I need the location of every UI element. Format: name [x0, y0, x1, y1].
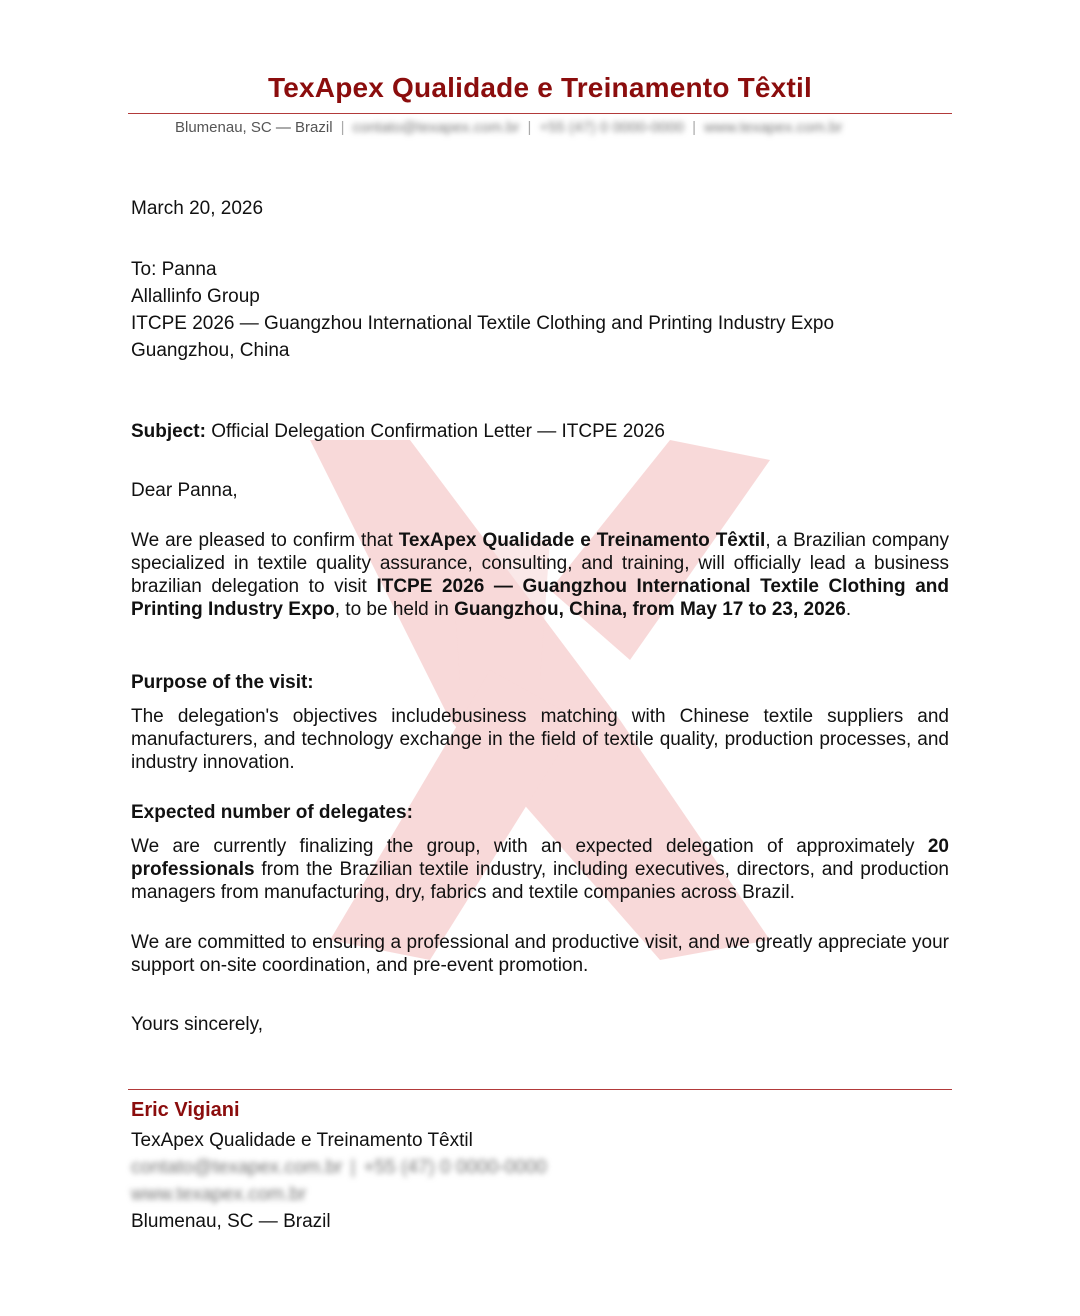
delegates-text: from the Brazilian textile industry, including executives, directors, and production managers from manufacturing, dry, fabrics and textile companies across Brazil.	[131, 859, 949, 903]
greeting: Dear Panna,	[131, 480, 238, 501]
subject-label: Subject:	[131, 421, 206, 442]
separator: |	[527, 119, 532, 136]
recipient-city: Guangzhou, China	[131, 340, 290, 361]
intro-text: .	[845, 599, 852, 620]
recipient-to: To: Panna	[131, 259, 217, 280]
intro-text: We are pleased to confirm that	[131, 530, 399, 551]
separator: |	[340, 119, 345, 136]
subject-line	[131, 420, 949, 443]
separator: |	[692, 119, 696, 136]
signature-website: www.texapex.com.br	[131, 1184, 307, 1205]
intro-place-dates: Guangzhou, China, from May 17 to 23, 2026	[454, 599, 846, 620]
signature-email: contato@texapex.com.br	[131, 1157, 343, 1178]
letterhead-website: www.texapex.com.br	[703, 119, 843, 136]
signature-location: Blumenau, SC — Brazil	[131, 1211, 331, 1232]
recipient-block	[131, 256, 949, 364]
closing: Yours sincerely,	[131, 1014, 264, 1035]
delegates-paragraph	[131, 835, 949, 904]
intro-text: , a Brazilian company specialized in textile quality assurance, consulting, and training, will officially lead a business brazilian delegation to visit	[131, 530, 949, 597]
purpose-paragraph: The delegation's objectives includebusiness matching with Chinese textile suppliers and manufacturers, and technology exchange in the field of textile quality, production processes, and industry innovation.	[131, 706, 949, 773]
subject-text: Official Delegation Confirmation Letter — ITCPE 2026	[205, 421, 665, 442]
separator: |	[350, 1157, 356, 1178]
signature-name: Eric Vigiani	[131, 1099, 240, 1121]
signature-company: TexApex Qualidade e Treinamento Têxtil	[131, 1130, 473, 1151]
recipient-event: ITCPE 2026 — Guangzhou International Textile Clothing and Printing Industry Expo	[131, 313, 835, 334]
delegates-count: 20 professionals	[131, 836, 949, 880]
intro-company: TexApex Qualidade e Treinamento Têxtil	[398, 530, 766, 551]
letterhead-location: Blumenau, SC — Brazil	[175, 119, 333, 136]
signature-block	[131, 1127, 949, 1235]
delegates-text: We are currently finalizing the group, with an expected delegation of approximately	[131, 836, 928, 857]
letterhead-phone: +55 (47) 0 0000-0000	[539, 119, 685, 136]
signature-divider	[128, 1089, 952, 1090]
letterhead-title: TexApex Qualidade e Treinamento Têxtil	[268, 72, 812, 103]
letterhead-divider	[128, 113, 952, 114]
recipient-organization: Allallinfo Group	[131, 286, 260, 307]
signature-phone: +55 (47) 0 0000-0000	[363, 1157, 547, 1178]
delegates-heading: Expected number of delegates:	[131, 802, 413, 823]
signature-contact-row	[131, 1154, 949, 1181]
intro-text: , to be held in	[334, 599, 455, 620]
letterhead-contact	[175, 119, 842, 136]
commitment-paragraph: We are committed to ensuring a professional and productive visit, and we greatly appreciate your support on-site coordination, and pre-event promotion.	[131, 932, 949, 976]
intro-event: ITCPE 2026 — Guangzhou International Textile Clothing and Printing Industry Expo	[131, 576, 949, 620]
letterhead-email: contato@texapex.com.br	[352, 119, 520, 136]
intro-paragraph	[131, 529, 949, 621]
letter-date: March 20, 2026	[131, 198, 264, 219]
purpose-heading: Purpose of the visit:	[131, 672, 314, 693]
